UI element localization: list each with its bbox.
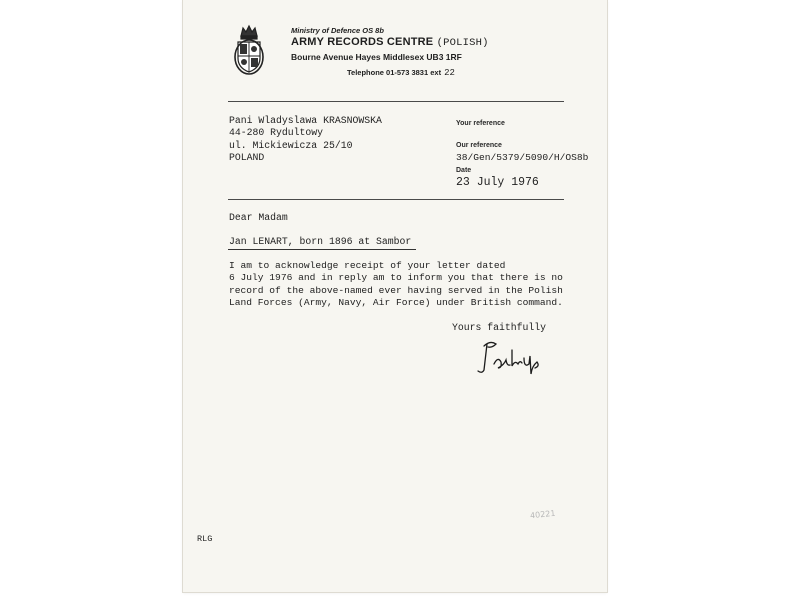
telephone-text: Telephone 01-573 3831 ext	[347, 68, 442, 77]
letterhead-title	[291, 36, 489, 49]
org-suffix: (POLISH)	[436, 37, 489, 49]
address-line: Pani Wladyslawa KRASNOWSKA	[229, 115, 382, 126]
our-reference-value: 38/Gen/5379/5090/H/OS8b	[456, 152, 589, 163]
pencil-annotation: 40221	[529, 508, 556, 521]
body-line: 6 July 1976 and in reply am to inform you that there is no	[229, 272, 563, 284]
header-divider	[228, 101, 564, 102]
handwritten-signature	[474, 338, 554, 378]
date-value: 23 July 1976	[456, 176, 539, 189]
closing: Yours faithfully	[452, 322, 547, 333]
letter-body	[229, 260, 563, 310]
reference-initials: RLG	[197, 534, 213, 544]
body-line: Land Forces (Army, Navy, Air Force) under British command.	[229, 297, 563, 309]
subject-underline	[228, 249, 416, 250]
your-reference-label: Your reference	[456, 120, 505, 127]
telephone-extension: 22	[444, 68, 455, 78]
body-line: record of the above-named ever having served in the Polish	[229, 284, 563, 296]
salutation: Dear Madam	[229, 212, 288, 223]
letterhead-address: Bourne Avenue Hayes Middlesex UB3 1RF	[291, 52, 462, 62]
ministry-line: Ministry of Defence OS 8b	[291, 26, 384, 35]
address-line: 44-280 Rydultowy	[229, 127, 324, 139]
address-line: POLAND	[229, 152, 265, 164]
reference-divider	[228, 199, 564, 200]
org-name: ARMY RECORDS CENTRE	[291, 36, 434, 48]
date-label: Date	[456, 167, 472, 174]
our-reference-label: Our reference	[456, 142, 502, 149]
royal-crest-icon	[232, 22, 266, 78]
subject-line: Jan LENART, born 1896 at Sambor	[229, 236, 412, 247]
recipient-address	[229, 115, 382, 165]
letterhead-phone	[347, 68, 455, 78]
body-line: I am to acknowledge receipt of your letter dated	[229, 260, 506, 271]
address-line: ul. Mickiewicza 25/10	[229, 139, 353, 151]
